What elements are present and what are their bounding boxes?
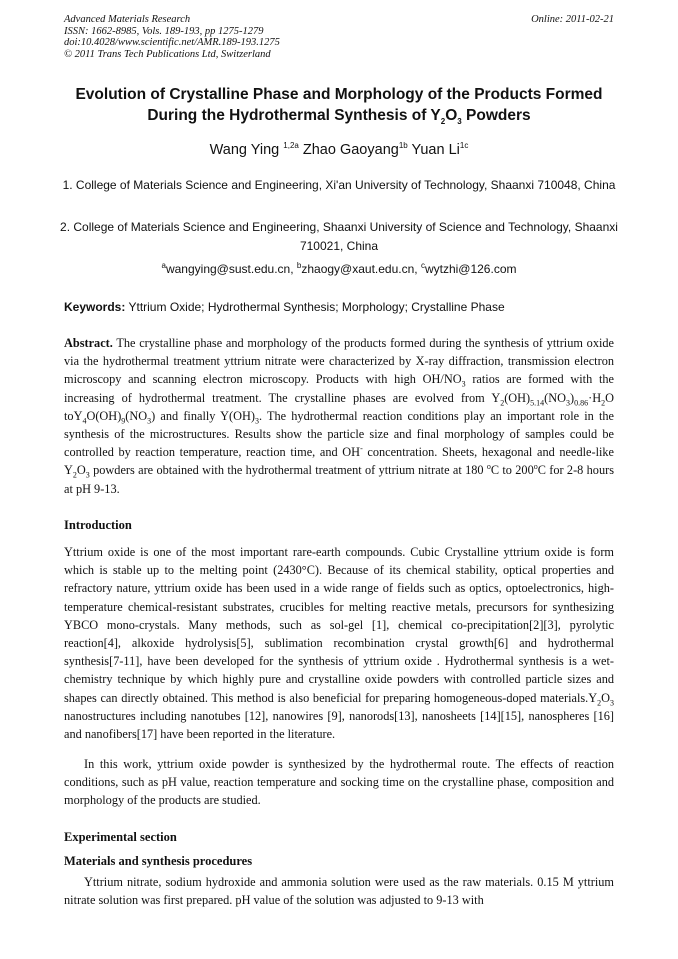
title-line-1: Evolution of Crystalline Phase and Morphology of the Products Formed: [75, 86, 603, 103]
experimental-paragraph-1: Yttrium nitrate, sodium hydroxide and ammonia solution were used as the raw materials. 0.15 M yttrium nitrate solution was first prepared. pH value of the solution was adjusted to 9-13 with: [64, 875, 614, 908]
keywords-label: Keywords:: [64, 300, 126, 314]
author-1: Wang Ying: [209, 142, 284, 158]
introduction-heading: Introduction: [64, 518, 132, 532]
materials-subheading: Materials and synthesis procedures: [64, 854, 253, 868]
introduction-paragraph-1: Yttrium oxide is one of the most important rare-earth compounds. Cubic Crystalline yttrium oxide is form which is stable up to the melting point (2430°C). Because of its chemical stability, optical properties and refractory nature, yttrium oxide has been used in a wide range of fields such as optics, optoelectronics, high-temperature chemical-resistant substrates, crucibles for melting reactive metals, precursors for synthesizing YBCO mono-crystals. Many methods, such as sol-gel [1], chemical co-precipitation[2][3], pyrolytic reaction[4], alkoxide hydrolysis[5], sublimation recombination crystal growth[6] and hydrothermal synthesis[7-11], have been developed for the synthesis of yttrium oxide . Hydrothermal synthesis is a wet-chemistry technique by which highly pure and crystalline oxide powders with controlled particle sizes and shapes can directly obtained. This method is also beneficial for preparing homogeneous-doped $materials.Y_2O_3$ nanostructures including nanotubes [12], nanowires [9], nanorods[13], nanosheets [14][15], nanospheres [16] and nanofibers[17] have been reported in the literature.: [64, 545, 614, 742]
keywords-text: Yttrium Oxide; Hydrothermal Synthesis; Morphology; Crystalline Phase: [125, 300, 505, 314]
issn: ISSN: 1662-8985, Vols. 189-193, pp 1275-1279: [64, 25, 264, 37]
journal-name: Advanced Materials Research: [64, 14, 191, 25]
journal-header: [64, 14, 614, 60]
title-line-2: During the Hydrothermal Synthesis of $Y_2O_3$ Powders: [147, 107, 531, 127]
paper-title: [40, 84, 638, 126]
affiliation-2: 2. College of Materials Science and Engineering, Shaanxi University of Science and Technology, Shaanxi 710021, China: [60, 220, 618, 253]
author-emails: $^a$wangying@sust.edu.cn, $^b$zhaogy@xaut.edu.cn, $^c$wytzhi@126.com: [161, 261, 517, 276]
abstract-label: Abstract.: [64, 336, 113, 350]
author-2: Zhao Gaoyang: [298, 142, 399, 158]
introduction-paragraph-2: In this work, yttrium oxide powder is synthesized by the hydrothermal route. The effects of reaction conditions, such as pH value, reaction temperature and socking time on the crystalline phase, composition and morphology of the products are studied.: [64, 757, 614, 808]
author-3: Yuan Li: [407, 142, 460, 158]
experimental-heading: Experimental section: [64, 830, 177, 844]
author-list: Wang Ying $^{1,2a}$ Zhao Gaoyang$^{1b}$ Yuan $Li^{1c}$: [209, 141, 469, 158]
keywords: [64, 300, 614, 314]
abstract: Abstract. The crystalline phase and morphology of the products formed during the synthesis of yttrium oxide via the hydrothermal treatment yttrium nitrate were characterized by X-ray diffraction, transmission electron microscopy and scanning electron microscopy. Products with high $OH/NO_3$ ratios are formed with the increasing of hydrothermal treatment. The crystalline phases are evolved from $Y_2(OH)_{5.14}(NO_3)_{0.86}\cdot H_2O$ $toY_4O(OH)_9(NO_3)$ and finally $Y(OH)_3$. The hydrothermal reaction conditions play an important role in the synthesis of the microstructures. Results show the particle size and final morphology of samples could be controlled by reaction temperature, reaction time, and OH- concentration. Sheets, hexagonal and needle-like $Y_2O_3$ powders are obtained with the hydrothermal treatment of yttrium nitrate at 180 $^o$C to 200$^o$C for 2-8 hours at pH 9-13.: [64, 336, 615, 496]
online-date: Online: 2011-02-21: [531, 14, 614, 25]
affiliation-1: 1. College of Materials Science and Engineering, Xi'an University of Technology, Shaanxi 710048, China: [62, 178, 616, 192]
doi: doi:10.4028/www.scientific.net/AMR.189-193.1275: [64, 37, 280, 49]
copyright: © 2011 Trans Tech Publications Ltd, Switzerland: [64, 48, 271, 60]
